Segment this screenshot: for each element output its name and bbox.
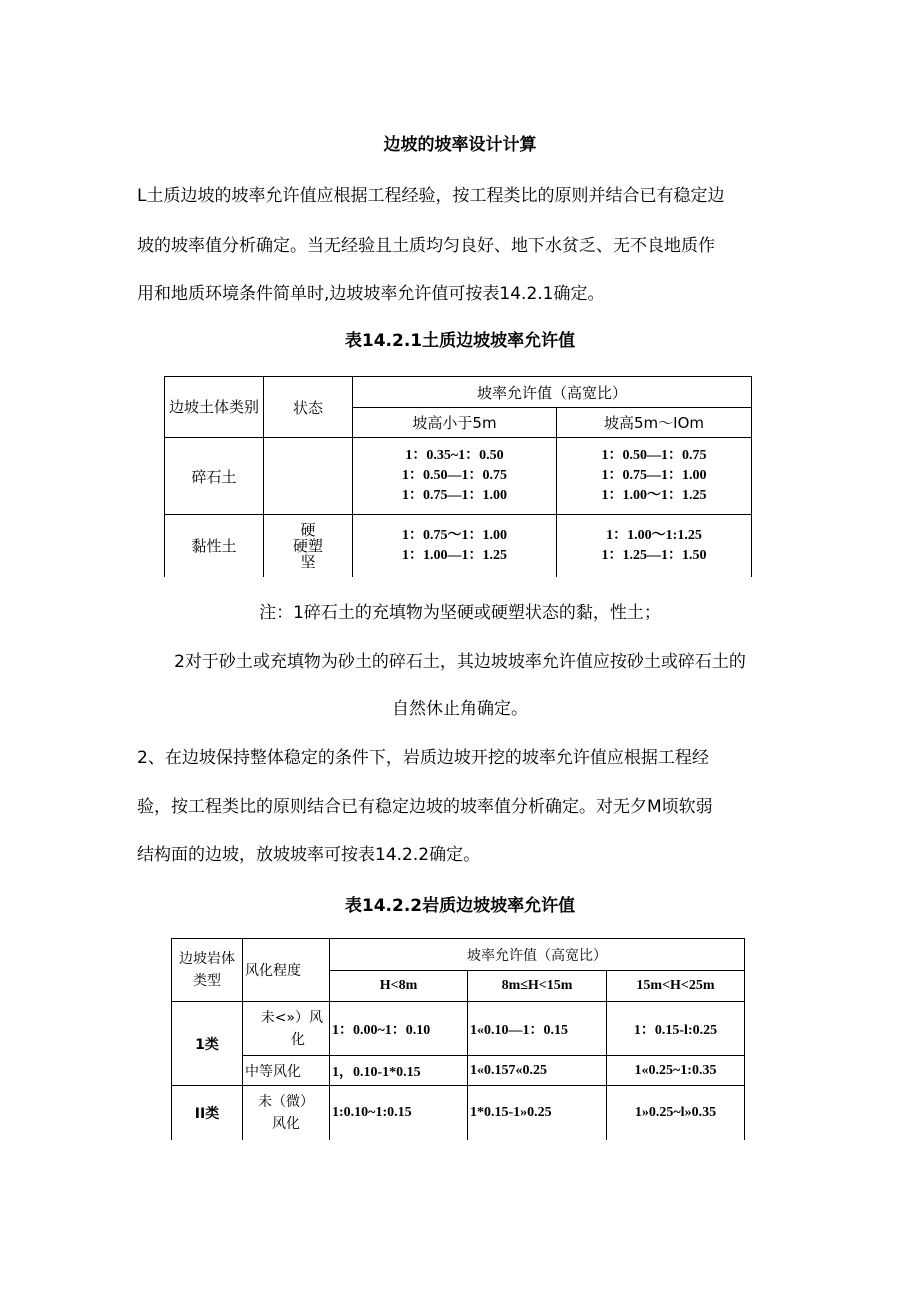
note-line: 2对于砂土或充填物为砂土的碎石土，其边坡坡率允许值应按砂土或碎石土的: [174, 652, 746, 672]
ratio-cell: 1«0.157«0.25: [468, 1056, 607, 1086]
ratio-cell: 1，0.10-1*0.15: [330, 1056, 468, 1086]
header-weathering: 风化程度: [243, 939, 330, 1002]
paragraph-line: 验，按工程类比的原则结合已有稳定边坡的坡率值分析确定。对无夕M顷软弱: [137, 797, 713, 817]
paragraph-line: 坡的坡率值分析确定。当无经验且土质均匀良好、地下水贫乏、无不良地质作: [137, 236, 715, 256]
note-line: 注：1碎石土的充填物为坚硬或硬塑状态的黏，性土；: [259, 603, 661, 623]
header-allowable-ratio: 坡率允许值（高宽比）: [353, 377, 752, 408]
soil-type-clay: 黏性土: [165, 515, 264, 577]
ratio-cell: 1：0.00~1：0.10: [330, 1002, 468, 1056]
ratio-cell: 1«0.25~1:0.35: [607, 1056, 745, 1086]
paragraph-line: L土质边坡的坡率允许值应根据工程经验，按工程类比的原则并结合已有稳定边: [137, 186, 725, 206]
ratio-cell: 1：0.50—1：0.75 1：0.75—1：1.00 1：1.00～1：1.25: [557, 438, 752, 515]
soil-type-gravel: 碎石土: [165, 438, 264, 515]
paragraph-line: 2、在边坡保持整体稳定的条件下，岩质边坡开挖的坡率允许值应根据工程经: [137, 748, 709, 768]
weathering-cell: 中等风化: [243, 1056, 330, 1086]
header-h-15-25: 15m<H<25m: [607, 971, 745, 1002]
state-empty: [264, 438, 353, 515]
weathering-cell: 未<»）风 化: [243, 1002, 330, 1056]
rock-class-1: 1类: [172, 1002, 243, 1086]
ratio-cell: 1：0.35~1：0.50 1：0.50—1：0.75 1：0.75—1：1.00: [353, 438, 557, 515]
header-soil-type: 边坡土体类别: [165, 377, 264, 438]
header-height-5-10: 坡高5m～IOm: [557, 408, 752, 438]
ratio-cell: 1«0.10—1：0.15: [468, 1002, 607, 1056]
rock-slope-table: [171, 938, 745, 1140]
state-hard: 硬 硬塑 坚: [264, 515, 353, 577]
header-state: 状态: [264, 377, 353, 438]
paragraph-line: 用和地质环境条件简单时,边坡坡率允许值可按表14.2.1确定。: [137, 284, 605, 304]
header-rock-type: 边坡岩体 类型: [172, 939, 243, 1002]
header-h-lt8: H<8m: [330, 971, 468, 1002]
ratio-cell: 1：0.15-l:0.25: [607, 1002, 745, 1056]
header-allowable-ratio: 坡率允许值（高宽比）: [330, 939, 745, 971]
ratio-cell: 1»0.25~l»0.35: [607, 1086, 745, 1140]
header-height-lt5: 坡高小于5m: [353, 408, 557, 438]
ratio-cell: 1*0.15-1»0.25: [468, 1086, 607, 1140]
ratio-cell: 1：0.75～1：1.00 1：1.00—1：1.25: [353, 515, 557, 577]
note-line: 自然休止角确定。: [392, 699, 528, 719]
rock-class-2: II类: [172, 1086, 243, 1140]
ratio-cell: 1:0.10~1:0.15: [330, 1086, 468, 1140]
document-title: 边坡的坡率设计计算: [383, 135, 537, 155]
ratio-cell: 1：1.00～1:1.25 1：1.25—1：1.50: [557, 515, 752, 577]
weathering-cell: 未（微） 风化: [243, 1086, 330, 1140]
table1-caption: 表14.2.1土质边坡坡率允许值: [344, 331, 576, 351]
header-h-8-15: 8m≤H<15m: [468, 971, 607, 1002]
soil-slope-table: [164, 376, 752, 577]
table2-caption: 表14.2.2岩质边坡坡率允许值: [344, 896, 576, 916]
paragraph-line: 结构面的边坡，放坡坡率可按表14.2.2确定。: [137, 845, 481, 865]
